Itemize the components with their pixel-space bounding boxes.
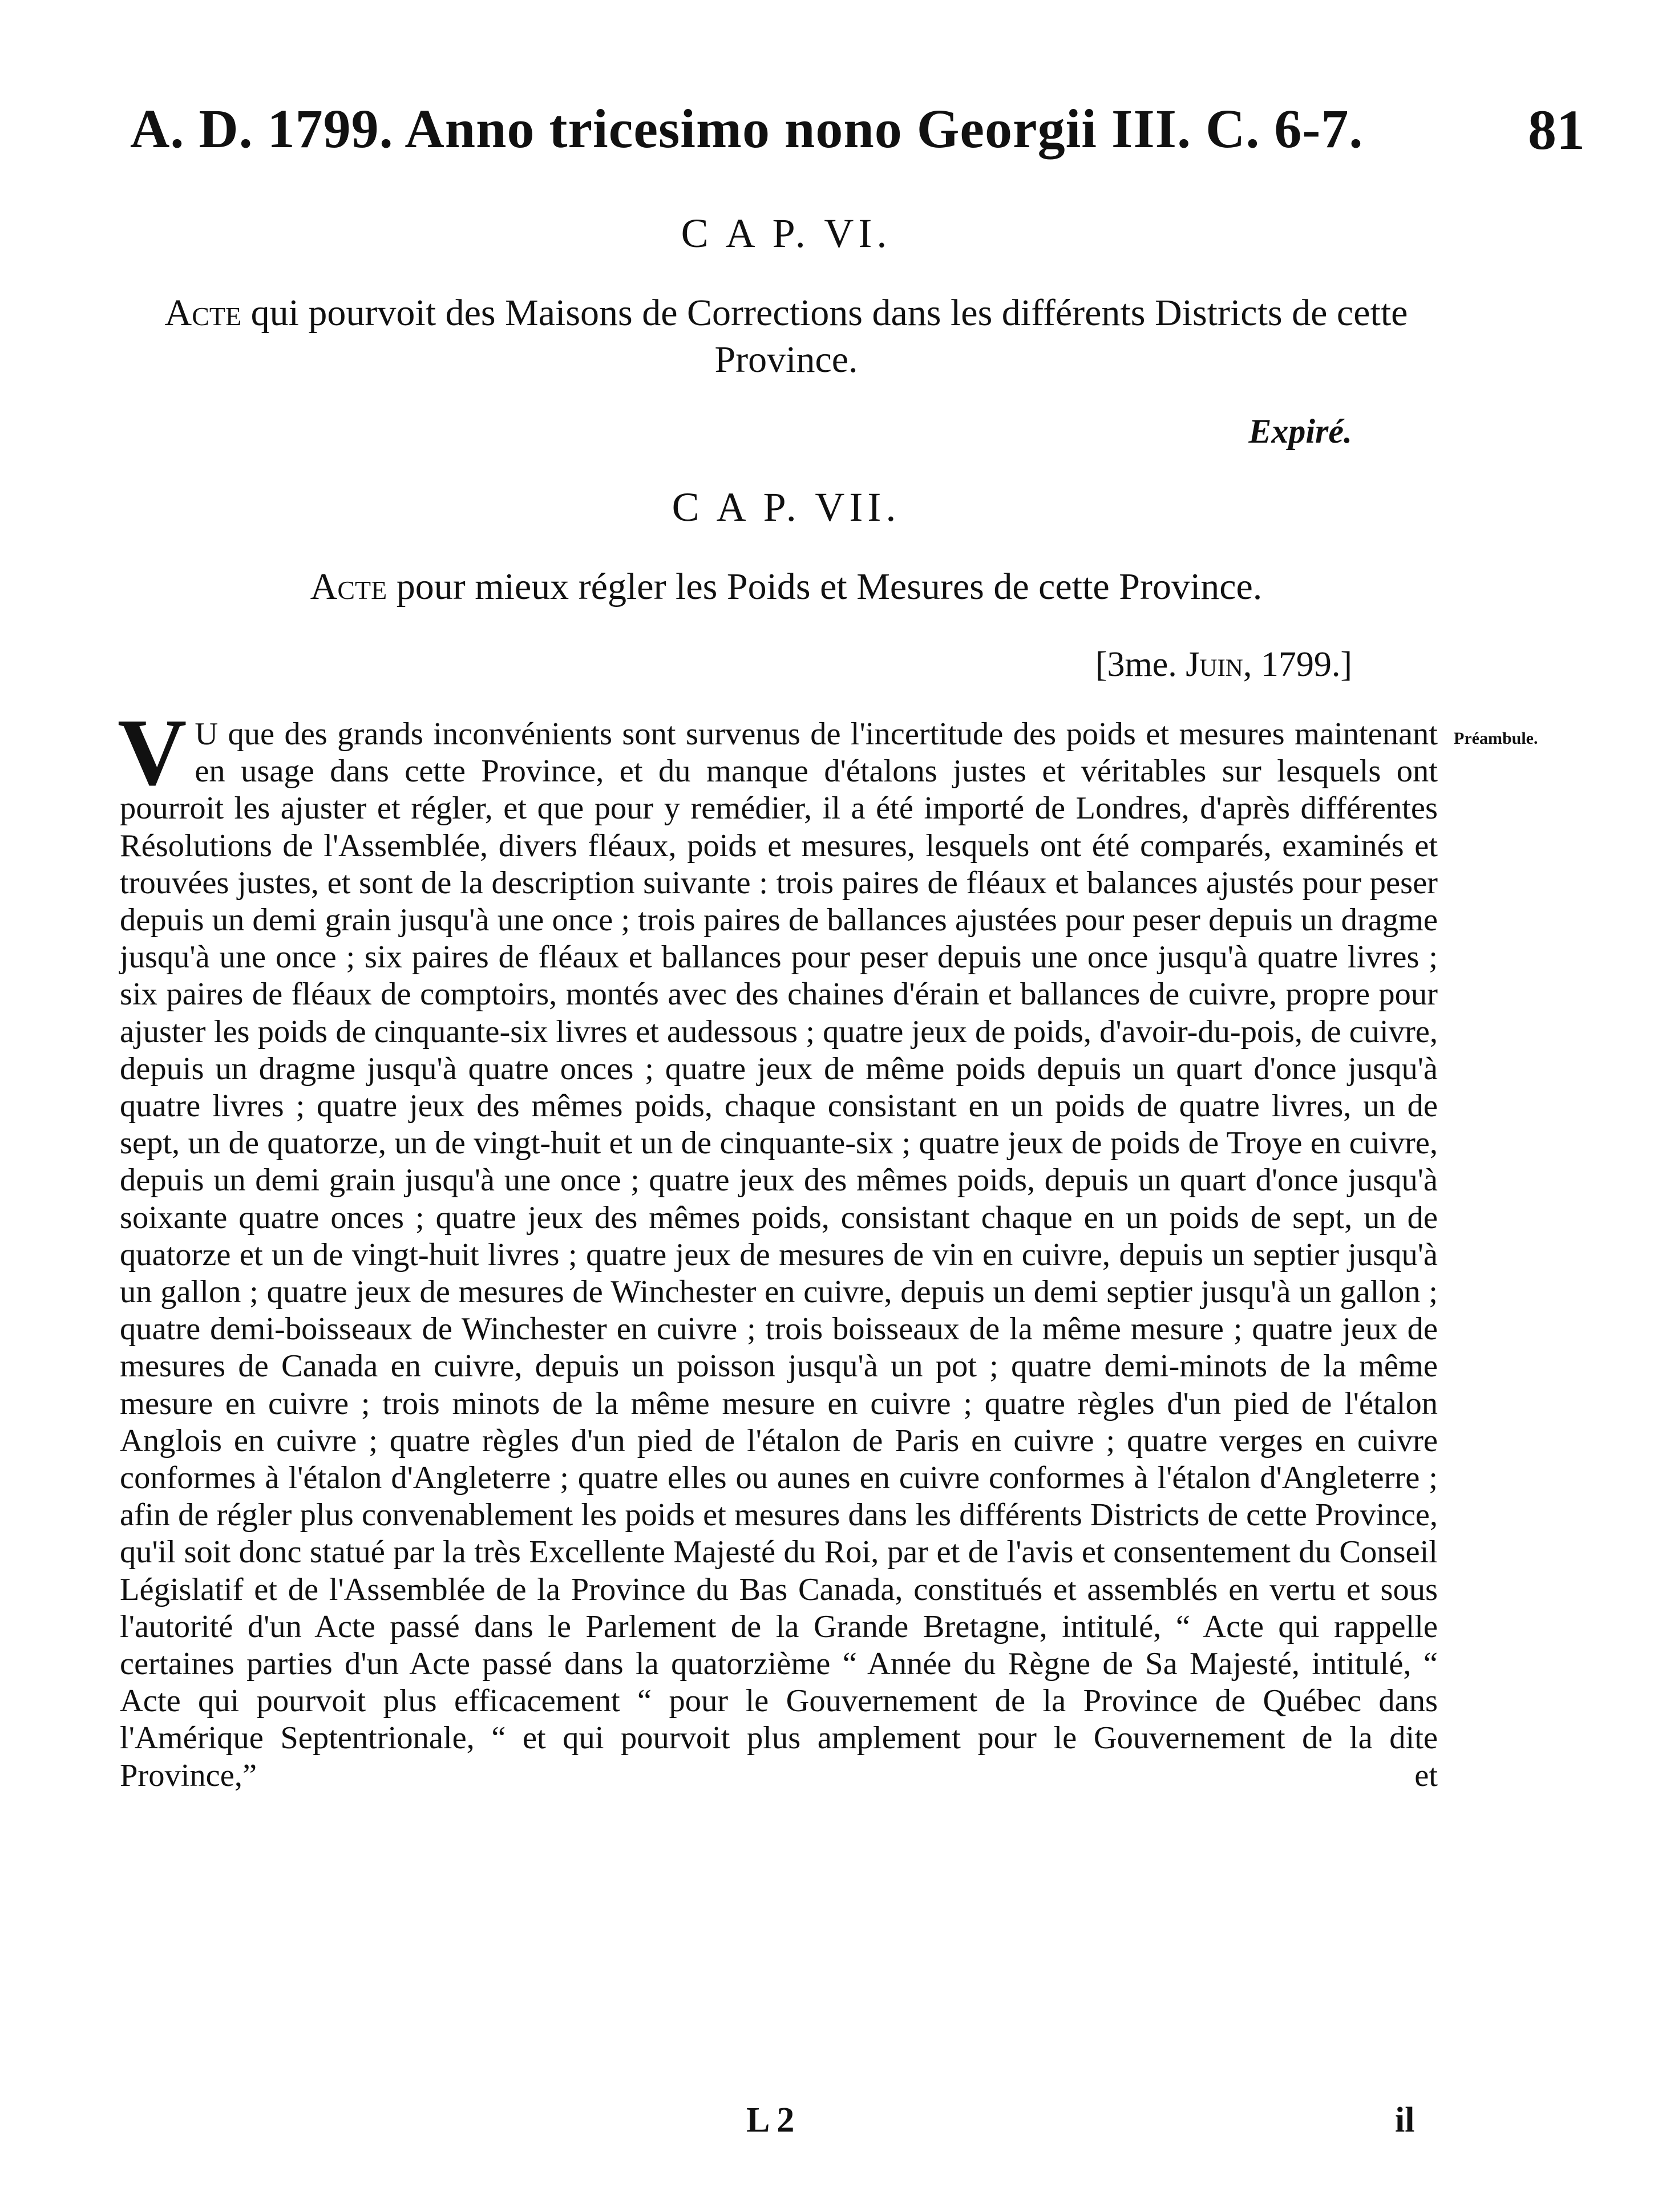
running-head-title: A. D. 1799. Anno tricesimo nono Georgii III. C. 6-7. <box>130 98 1364 159</box>
chapter-6-title-text: qui pourvoit des Maisons de Corrections dans les différents Districts de cette Province. <box>250 292 1408 380</box>
body-paragraph <box>118 699 1438 1794</box>
signature-mark: L 2 <box>746 2101 795 2140</box>
page-number: 81 <box>1528 98 1585 161</box>
drop-cap: V <box>118 699 187 805</box>
chapter-7-heading: C A P. VII. <box>672 484 901 530</box>
chapter-6-title <box>130 290 1442 383</box>
chapter-7-date <box>970 645 1352 685</box>
margin-note-preamble: Préambule. <box>1454 729 1538 748</box>
chapter-7-title <box>130 564 1442 610</box>
chapter-6-heading: C A P. VI. <box>681 210 892 256</box>
catchword: il <box>1395 2101 1415 2140</box>
chapter-7-title-first-word: Acte <box>310 566 387 607</box>
chapter-6-expired-note: Expiré. <box>1248 412 1352 450</box>
chapter-7-title-text: pour mieux régler les Poids et Mesures de cette Province. <box>396 566 1263 607</box>
date-suffix: 1799.] <box>1260 645 1352 684</box>
date-month: Juin, <box>1186 645 1252 684</box>
chapter-6-title-first-word: Acte <box>164 292 242 334</box>
date-prefix: [3me. <box>1095 645 1177 684</box>
running-head <box>130 97 1585 160</box>
body-text: que des grands inconvénients sont survenus de l'incertitude des poids et mesures maintenant en usage dans cette Province, et du manque d'étalons justes et véritables sur lesquels ont pourroit les ajuster et régler, et que pour y remédier, il a été importé de Londres, d'après différentes Résolutions de l'Assemblée, divers fléaux, poids et mesures, lesquels ont été comparés, examinés et trouvées justes, et sont de la description suivante : trois paires de fléaux et balances ajustés pour peser depuis un demi grain jusqu'à une once ; trois paires de ballances ajustées pour peser depuis un dragme jusqu'à une once ; six paires de fléaux et ballances pour peser depuis une once jusqu'à quatre livres ; six paires de fléaux de comptoirs, montés avec des chaines d'érain et ballances de cuivre, propre pour ajuster les poids de cinquante-six livres et audessous ; quatre jeux de poids, d'avoir-du-pois, de cuivre, depuis un dragme jusqu'à quatre onces ; quatre jeux de même poids depuis un quart d'once jusqu'à quatre livres ; quatre jeux des mêmes poids, chaque consistant en un poids de quatre livres, un de sept, un de quatorze, un de vingt-huit et un de cinquante-six ; quatre jeux de poids de Troye en cuivre, depuis un demi grain jusqu'à une once ; quatre jeux des mêmes poids, depuis un quart d'once jusqu'à soixante quatre onces ; quatre jeux des mêmes poids, consistant chaque en un poids de sept, un de quatorze et un de vingt-huit livres ; quatre jeux de mesures de vin en cuivre, depuis un septier jusqu'à un gallon ; quatre jeux de mesures de Winchester en cuivre, depuis un demi septier jusqu'à un gallon ; quatre demi-boisseaux de Winchester en cuivre ; trois boisseaux de la même mesure ; quatre jeux de mesures de Canada en cuivre, depuis un poisson jusqu'à un pot ; quatre demi-minots de la même mesure en cuivre ; trois minots de la même mesure en cuivre ; quatre règles d'un pied de l'étalon Anglois en cuivre ; quatre règles d'un pied de l'étalon de Paris en cuivre ; quatre verges en cuivre conformes à l'étalon d'Angleterre ; quatre elles ou aunes en cuivre conformes à l'étalon d'Angleterre ; afin de régler plus convenablement les poids et mesures dans les différents Districts de cette Province, qu'il soit donc statué par la très Excellente Majesté du Roi, par et de l'avis et consentement du Conseil Législatif et de l'Assemblée de la Province du Bas Canada, constitués et assemblés en vertu et sous l'autorité d'un Acte passé dans le Parlement de la Grande Bretagne, intitulé, “ Acte qui rappelle certaines parties d'un Acte passé dans la quatorzième “ Année du Règne de Sa Majesté, intitulé, “ Acte qui pourvoit plus efficacement “ pour le Gouvernement de la Province de Québec dans l'Amérique Septentrionale, “ et qui pourvoit plus amplement pour le Gouvernement de la dite Province,” et <box>120 716 1438 1793</box>
body-first-word-rest: U <box>195 716 219 752</box>
